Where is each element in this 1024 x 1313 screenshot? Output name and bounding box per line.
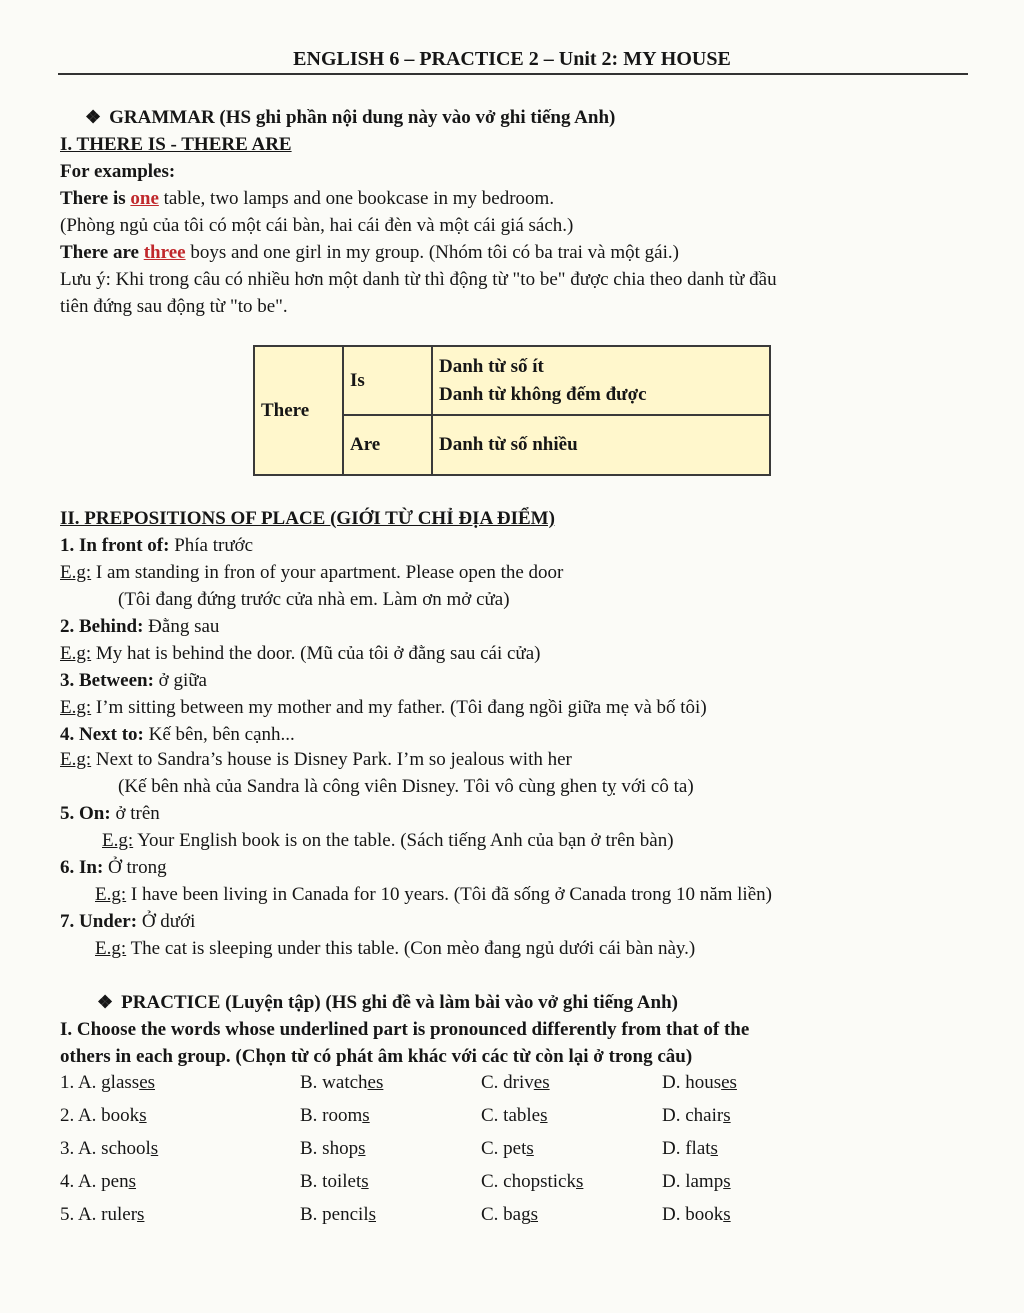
prep-4-example: E.g: Next to Sandra’s house is Disney Park. I’m so jealous with her <box>60 749 572 770</box>
q1-option-c: C. drives <box>481 1072 550 1093</box>
page-title: ENGLISH 6 – PRACTICE 2 – Unit 2: MY HOUSE <box>293 48 731 70</box>
prep-7-example: E.g: The cat is sleeping under this table. (Con mèo đang ngủ dưới cái bàn này.) <box>95 938 696 959</box>
prep-6-example: E.g: I have been living in Canada for 10 years. (Tôi đã sống ở Canada trong 10 năm liền) <box>95 884 772 905</box>
q5-option-b: B. pencils <box>300 1204 377 1225</box>
prep-1-example: E.g: I am standing in fron of your apartment. Please open the door <box>60 562 564 583</box>
q1-option-d: D. houses <box>662 1072 737 1093</box>
practice-instruction-2: others in each group. (Chọn từ có phát âm khác với các từ còn lại ở trong câu) <box>60 1046 693 1067</box>
q1-option-a: 1. A. glasses <box>60 1072 156 1093</box>
section-prepositions: II. PREPOSITIONS OF PLACE (GIỚI TỪ CHỈ ĐỊA ĐIỂM) <box>60 508 555 529</box>
grammar-heading: ❖ GRAMMAR (HS ghi phần nội dung này vào vở ghi tiếng Anh) <box>85 107 616 128</box>
q5-option-d: D. books <box>662 1204 731 1225</box>
example-there-are: There are three boys and one girl in my group. (Nhóm tôi có ba trai và một gái.) <box>60 242 679 263</box>
note-line-2: tiên đứng sau động từ "to be". <box>60 296 288 317</box>
prep-4-label: 4. Next to: Kế bên, bên cạnh... <box>60 724 295 745</box>
practice-instruction-1: I. Choose the words whose underlined part is pronounced differently from that of the <box>60 1019 750 1040</box>
note-line-1: Lưu ý: Khi trong câu có nhiều hơn một danh từ thì động từ "to be" được chia theo danh từ đầu <box>60 269 777 290</box>
prep-2-example: E.g: My hat is behind the door. (Mũ của tôi ở đằng sau cái cửa) <box>60 643 541 664</box>
prep-1-translation: (Tôi đang đứng trước cửa nhà em. Làm ơn mở cửa) <box>118 589 510 610</box>
q5-option-c: C. bags <box>481 1204 539 1225</box>
table-are-cell: Are <box>343 415 432 475</box>
table-is-cell: Is <box>343 346 432 415</box>
table-there-cell: There <box>254 346 343 475</box>
q4-option-b: B. toilets <box>300 1171 369 1192</box>
practice-heading: ❖ PRACTICE (Luyện tập) (HS ghi đề và làm bài vào vở ghi tiếng Anh) <box>97 992 678 1013</box>
q2-option-c: C. tables <box>481 1105 548 1126</box>
prep-5-label: 5. On: ở trên <box>60 803 160 824</box>
prep-3-label: 3. Between: ở giữa <box>60 670 207 691</box>
highlight-three: three <box>143 242 186 263</box>
prep-6-label: 6. In: Ở trong <box>60 857 167 878</box>
for-examples-label: For examples: <box>60 161 176 182</box>
there-is-are-table <box>253 345 771 476</box>
q4-option-d: D. lamps <box>662 1171 731 1192</box>
prep-1-label: 1. In front of: Phía trước <box>60 535 254 556</box>
q3-option-d: D. flats <box>662 1138 718 1159</box>
prep-7-label: 7. Under: Ở dưới <box>60 911 196 932</box>
title-divider <box>58 73 968 75</box>
q5-option-a: 5. A. rulers <box>60 1204 145 1225</box>
prep-3-example: E.g: I’m sitting between my mother and my father. (Tôi đang ngồi giữa mẹ và bố tôi) <box>60 697 707 718</box>
prep-2-label: 2. Behind: Đằng sau <box>60 616 220 637</box>
star-bullet-icon: ❖ <box>97 992 114 1012</box>
section-there-is-there-are: I. THERE IS - THERE ARE <box>60 134 292 155</box>
star-bullet-icon: ❖ <box>85 107 102 127</box>
q2-option-d: D. chairs <box>662 1105 731 1126</box>
highlight-one: one <box>130 188 159 209</box>
table-are-nouns-cell: Danh từ số nhiều <box>432 415 770 475</box>
table-is-nouns-cell: Danh từ số ít Danh từ không đếm được <box>432 346 770 415</box>
q2-option-b: B. rooms <box>300 1105 370 1126</box>
q1-option-b: B. watches <box>300 1072 384 1093</box>
prep-4-translation: (Kế bên nhà của Sandra là công viên Disney. Tôi vô cùng ghen tỵ với cô ta) <box>118 776 694 797</box>
q3-option-b: B. shops <box>300 1138 366 1159</box>
prep-5-example: E.g: Your English book is on the table. (Sách tiếng Anh của bạn ở trên bàn) <box>102 830 674 851</box>
example-there-is: There is one table, two lamps and one bookcase in my bedroom. <box>60 188 555 209</box>
q3-option-c: C. pets <box>481 1138 534 1159</box>
q2-option-a: 2. A. books <box>60 1105 147 1126</box>
q3-option-a: 3. A. schools <box>60 1138 159 1159</box>
q4-option-a: 4. A. pens <box>60 1171 137 1192</box>
example-there-is-translation: (Phòng ngủ của tôi có một cái bàn, hai cái đèn và một cái giá sách.) <box>60 215 574 236</box>
q4-option-c: C. chopsticks <box>481 1171 584 1192</box>
